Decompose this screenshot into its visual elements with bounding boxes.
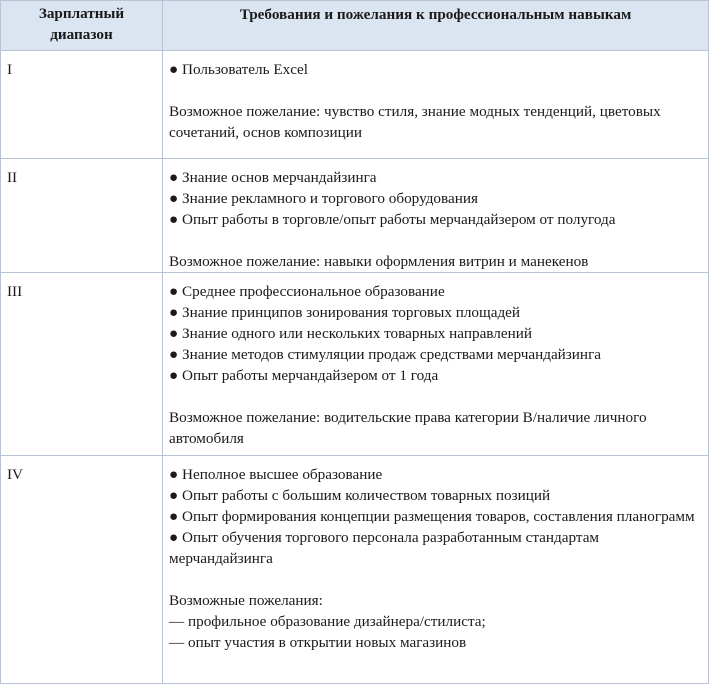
wish-label: Возможное пожелание: водительские права категории В/наличие личного автомобиля bbox=[169, 409, 647, 447]
bullet-icon: ● bbox=[169, 466, 179, 483]
requirements-list bbox=[169, 464, 704, 569]
list-item bbox=[169, 365, 704, 386]
bullet-icon: ● bbox=[169, 487, 179, 504]
requirements-cell bbox=[163, 159, 709, 273]
bullet-icon: ● bbox=[169, 190, 179, 207]
list-item bbox=[169, 323, 704, 344]
list-item bbox=[169, 302, 704, 323]
header-salary-range bbox=[1, 1, 163, 51]
list-item bbox=[169, 506, 704, 527]
bullet-icon: ● bbox=[169, 283, 179, 300]
requirements-list bbox=[169, 167, 704, 230]
requirement-text: Среднее профессиональное образование bbox=[181, 283, 445, 300]
bullet-icon: ● bbox=[169, 529, 179, 546]
bullet-icon: ● bbox=[169, 367, 179, 384]
list-item bbox=[169, 464, 704, 485]
header-salary-range-line2: диапазон bbox=[50, 26, 113, 43]
list-item bbox=[169, 209, 704, 230]
requirement-text: Опыт работы с большим количеством товарных позиций bbox=[181, 487, 551, 504]
requirement-text: Опыт формирования концепции размещения товаров, составления планограмм bbox=[181, 508, 695, 525]
requirement-text: Пользователь Excel bbox=[181, 61, 308, 78]
list-item bbox=[169, 188, 704, 209]
requirement-text: Знание методов стимуляции продаж средствами мерчандайзинга bbox=[181, 346, 602, 363]
requirements-list bbox=[169, 281, 704, 386]
requirement-text: Знание основ мерчандайзинга bbox=[181, 169, 377, 186]
requirement-text: Неполное высшее образование bbox=[181, 466, 383, 483]
wish-block bbox=[169, 101, 704, 143]
bullet-icon: ● bbox=[169, 211, 179, 228]
requirement-text: Опыт работы в торговле/опыт работы мерчандайзером от полугода bbox=[181, 211, 616, 228]
salary-range-cell: I bbox=[1, 51, 163, 159]
requirements-list bbox=[169, 59, 704, 80]
requirement-text: Опыт работы мерчандайзером от 1 года bbox=[181, 367, 439, 384]
wish-label: Возможное пожелание: навыки оформления витрин и манекенов bbox=[169, 253, 589, 270]
wish-block bbox=[169, 251, 704, 272]
list-item bbox=[169, 167, 704, 188]
bullet-icon: ● bbox=[169, 169, 179, 186]
requirement-text: Опыт обучения торгового персонала разработанным стандартам мерчандайзинга bbox=[169, 529, 600, 567]
wish-label: Возможные пожелания: bbox=[169, 592, 323, 609]
table-header bbox=[1, 1, 709, 51]
list-item bbox=[169, 344, 704, 365]
wish-block bbox=[169, 590, 704, 653]
wish-item: — опыт участия в открытии новых магазинов bbox=[169, 634, 467, 651]
requirement-text: Знание рекламного и торгового оборудования bbox=[181, 190, 478, 207]
table-body bbox=[1, 51, 709, 684]
wish-block bbox=[169, 407, 704, 449]
wish-item: — профильное образование дизайнера/стилиста; bbox=[169, 613, 486, 630]
table-row bbox=[1, 51, 709, 159]
requirement-text: Знание одного или нескольких товарных направлений bbox=[181, 325, 532, 342]
requirements-cell bbox=[163, 456, 709, 684]
requirements-cell bbox=[163, 273, 709, 456]
wish-label: Возможное пожелание: чувство стиля, знание модных тенденций, цветовых сочетаний, основ композиции bbox=[169, 103, 661, 141]
bullet-icon: ● bbox=[169, 346, 179, 363]
bullet-icon: ● bbox=[169, 61, 179, 78]
list-item bbox=[169, 281, 704, 302]
requirement-text: Знание принципов зонирования торговых площадей bbox=[181, 304, 521, 321]
salary-range-cell: III bbox=[1, 273, 163, 456]
table-row bbox=[1, 273, 709, 456]
bullet-icon: ● bbox=[169, 508, 179, 525]
list-item bbox=[169, 59, 704, 80]
table-row bbox=[1, 456, 709, 684]
salary-range-cell: II bbox=[1, 159, 163, 273]
bullet-icon: ● bbox=[169, 325, 179, 342]
header-requirements: Требования и пожелания к профессиональным навыкам bbox=[163, 1, 709, 51]
list-item bbox=[169, 485, 704, 506]
table-row bbox=[1, 159, 709, 273]
list-item bbox=[169, 527, 704, 569]
bullet-icon: ● bbox=[169, 304, 179, 321]
salary-range-cell: IV bbox=[1, 456, 163, 684]
requirements-cell bbox=[163, 51, 709, 159]
header-salary-range-line1: Зарплатный bbox=[38, 5, 125, 22]
